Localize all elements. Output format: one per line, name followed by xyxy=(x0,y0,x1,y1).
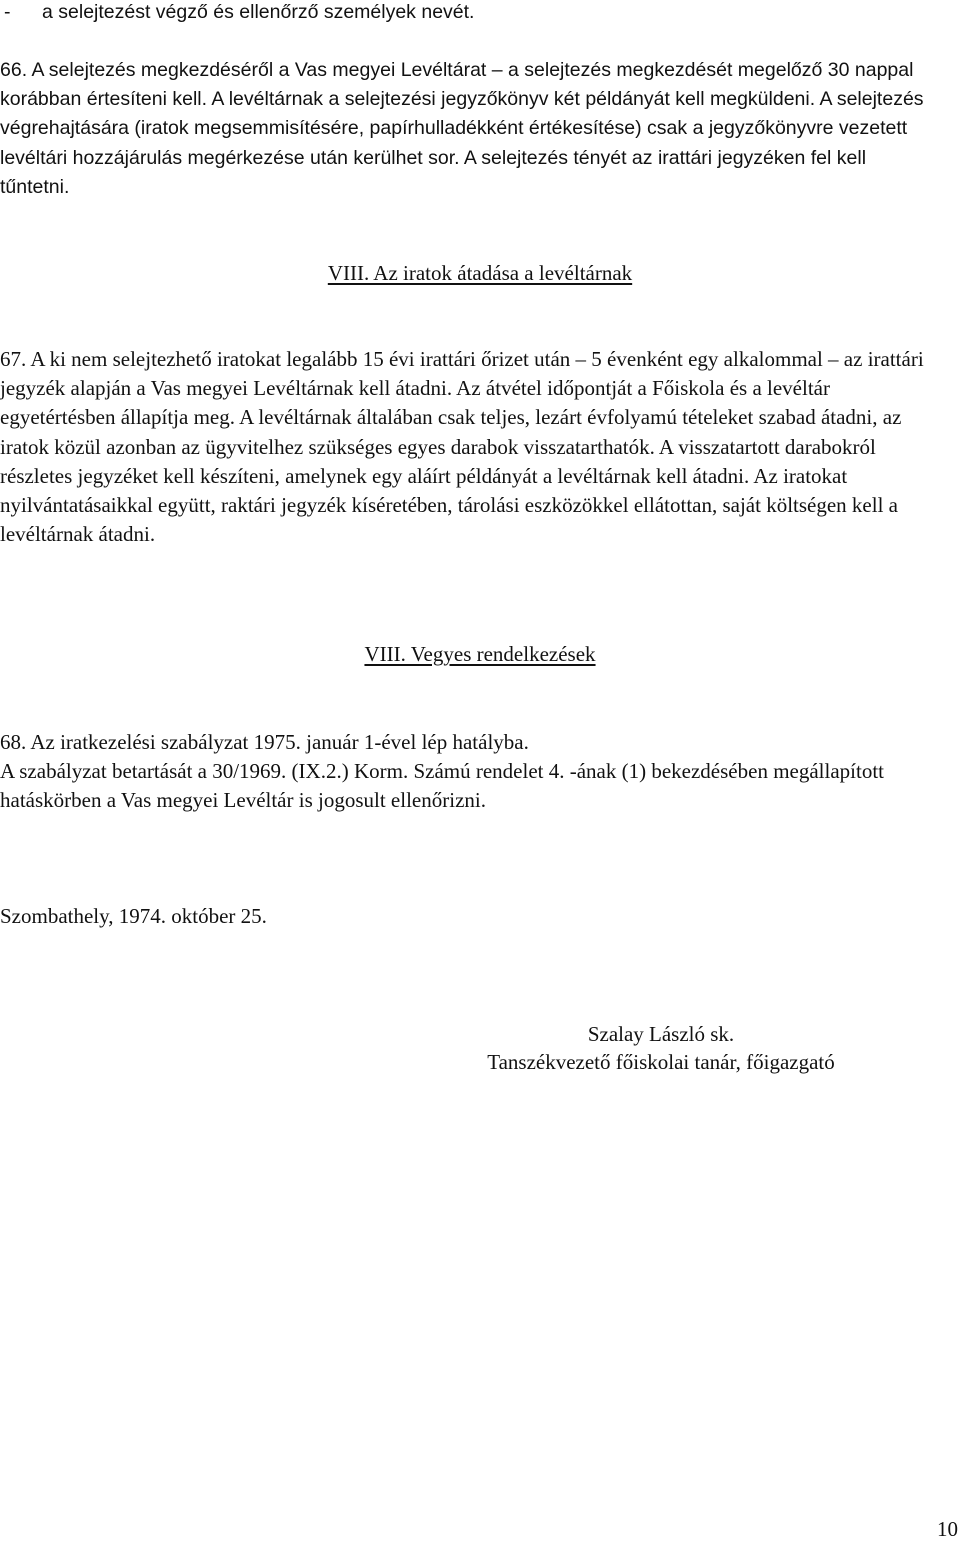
section-heading-miscellaneous: VIII. Vegyes rendelkezések xyxy=(364,642,596,666)
bullet-text: a selejtezést végző és ellenőrző személyek nevét. xyxy=(42,1,475,23)
paragraph-67: 67. A ki nem selejtezhető iratokat legalább 15 évi irattári őrizet után – 5 évenként egy alkalommal – az irattári jegyzék alapján a Vas megyei Levéltárnak kell átadni. Az átvétel időpontját a Főiskola és a levéltár egyetértésben állapítja meg. A levéltárnak általában csak teljes, lezárt évfolyamú tételeket szabad átadni, az iratok közül azonban az ügyvitelhez szükséges egyes darabok visszatarthatók. A visszatartott darabokról részletes jegyzéket kell készíteni, amelynek egy aláírt példányát a levéltárnak kell átadni. Az iratokat nyilvántatásaikkal együtt, raktári jegyzék kíséretében, tárolási eszközökkel ellátottan, saját költségen kell a levéltárnak átadni. xyxy=(0,347,924,547)
paragraph-66-part-2: A selejtezés végrehajtására (iratok megsemmisítésére, papírhulladékként értékesítése) csak a jegyzőkönyvre vezetett levéltári hozzájárulás megérkezése után kerülhet sor. A selejtezés tényét az irattári jegyzéken fel kell tűntetni. xyxy=(0,88,924,198)
paragraph-66 xyxy=(0,56,935,202)
place-and-date: Szombathely, 1974. október 25. xyxy=(0,904,267,928)
bullet-dash: - xyxy=(4,1,11,23)
paragraph-68-line-1: 68. Az iratkezelési szabályzat 1975. január 1-ével lép hatályba. xyxy=(0,730,529,754)
paragraph-66-part-1: 66. A selejtezés megkezdéséről a Vas megyei Levéltárat – a selejtezés megkezdését megelőző 30 nappal korábban értesíteni kell. A levéltárnak a selejtezési jegyzőkönyv két példányát kell megküldeni. xyxy=(0,59,914,111)
bullet-item xyxy=(0,0,935,24)
page-number: 10 xyxy=(937,1517,958,1541)
signature-title: Tanszékvezető főiskolai tanár, főigazgató xyxy=(487,1050,835,1074)
paragraph-68-line-2: A szabályzat betartását a 30/1969. (IX.2.) Korm. Számú rendelet 4. -ának (1) bekezdésében megállapított hatáskörben a Vas megyei Levéltár is jogosult ellenőrizni. xyxy=(0,759,884,813)
section-heading-archive-transfer: VIII. Az iratok átadása a levéltárnak xyxy=(327,261,633,285)
signature-name: Szalay László sk. xyxy=(587,1022,735,1046)
